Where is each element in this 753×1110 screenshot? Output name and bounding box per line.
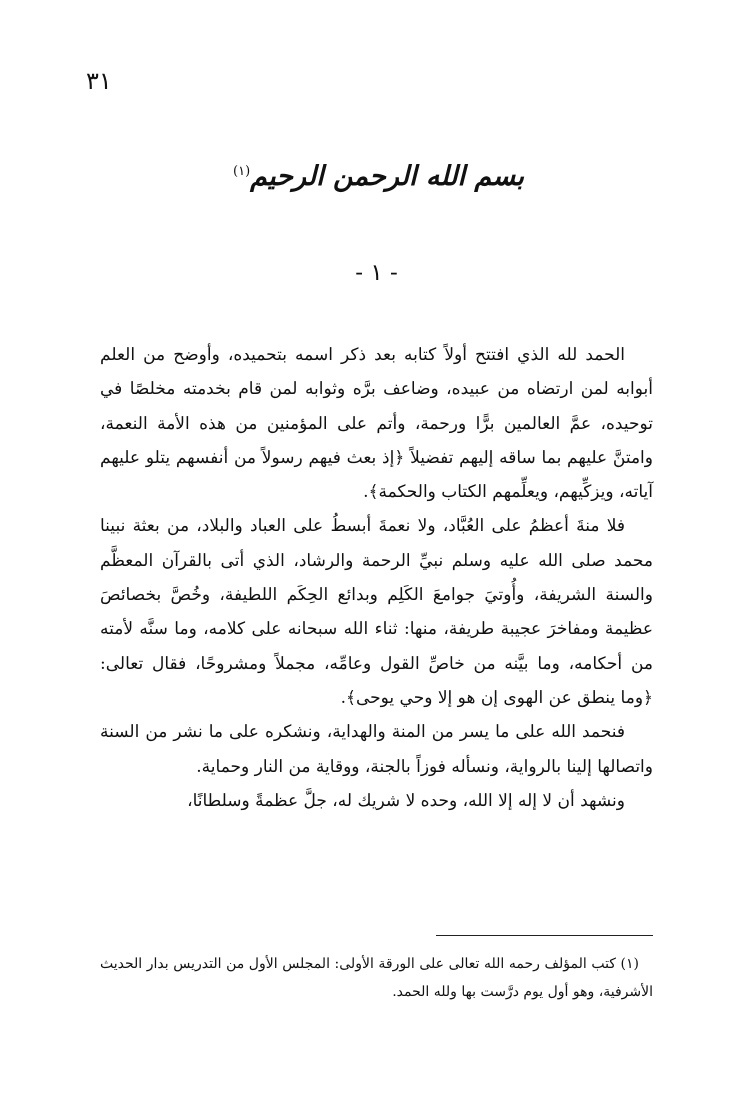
section-number: - ١ - <box>355 260 398 286</box>
basmala-heading <box>0 152 753 197</box>
page-number: ٣١ <box>86 67 112 95</box>
basmala-text: بسم الله الرحمن الرحيم <box>250 161 524 192</box>
paragraph: الحمد لله الذي افتتح أولاً كتابه بعد ذكر اسمه بتحميده، وأوضح من العلم أبوابه لمن ارتضاه من عبيده، وضاعف برَّه وثوابه لمن قام بخدمته مخلصًا في توحيده، عمَّ العالمين برًّا ورحمة، وأتم على المؤمنين من هذه الأمة النعمة، وامتنَّ عليهم بما ساقه إليهم تفضيلاً ﴿إذ بعث فيهم رسولاً من أنفسهم يتلو عليهم آياته، ويزكِّيهم، ويعلِّمهم الكتاب والحكمة﴾. <box>100 345 653 503</box>
footnote <box>100 950 653 1006</box>
paragraph: فنحمد الله على ما يسر من المنة والهداية، ونشكره على ما نشر من السنة واتصالها إلينا بالرواية، ونسأله فوزاً بالجنة، ووقاية من النار وحماية. <box>100 722 653 777</box>
footnote-divider <box>436 935 653 936</box>
paragraph: ونشهد أن لا إله إلا الله، وحده لا شريك له، جلَّ عظمةً وسلطانًا، <box>187 790 625 811</box>
main-text <box>100 338 653 818</box>
basmala-footnote-ref: (١) <box>233 164 251 179</box>
paragraph: فلا منةَ أعظمُ على العُبَّاد، ولا نعمةَ أبسطُ على العباد والبلاد، من بعثة نبينا محمد صلى الله عليه وسلم نبيِّ الرحمة والرشاد، الذي أتى بالقرآن المعظَّم والسنة الشريفة، وأُوتيَ جوامعَ الكَلِم وبدائع الحِكَم اللطيفة، وخُصَّ بخصائصَ عظيمة ومفاخرَ عجيبة طريفة، منها: ثناء الله سبحانه على كلامه، وما سنَّه لأمته من أحكامه، وما بيَّنه من خاصِّ القول وعامِّه، مجملاً ومشروحًا، فقال تعالى: ﴿وما ينطق عن الهوى إن هو إلا وحي يوحى﴾. <box>100 516 653 708</box>
footnote-text: (١) كتب المؤلف رحمه الله تعالى على الورقة الأولى: المجلس الأول من التدريس بدار الحديث الأشرفية، وهو أول يوم درَّست بها ولله الحمد. <box>100 956 653 1000</box>
